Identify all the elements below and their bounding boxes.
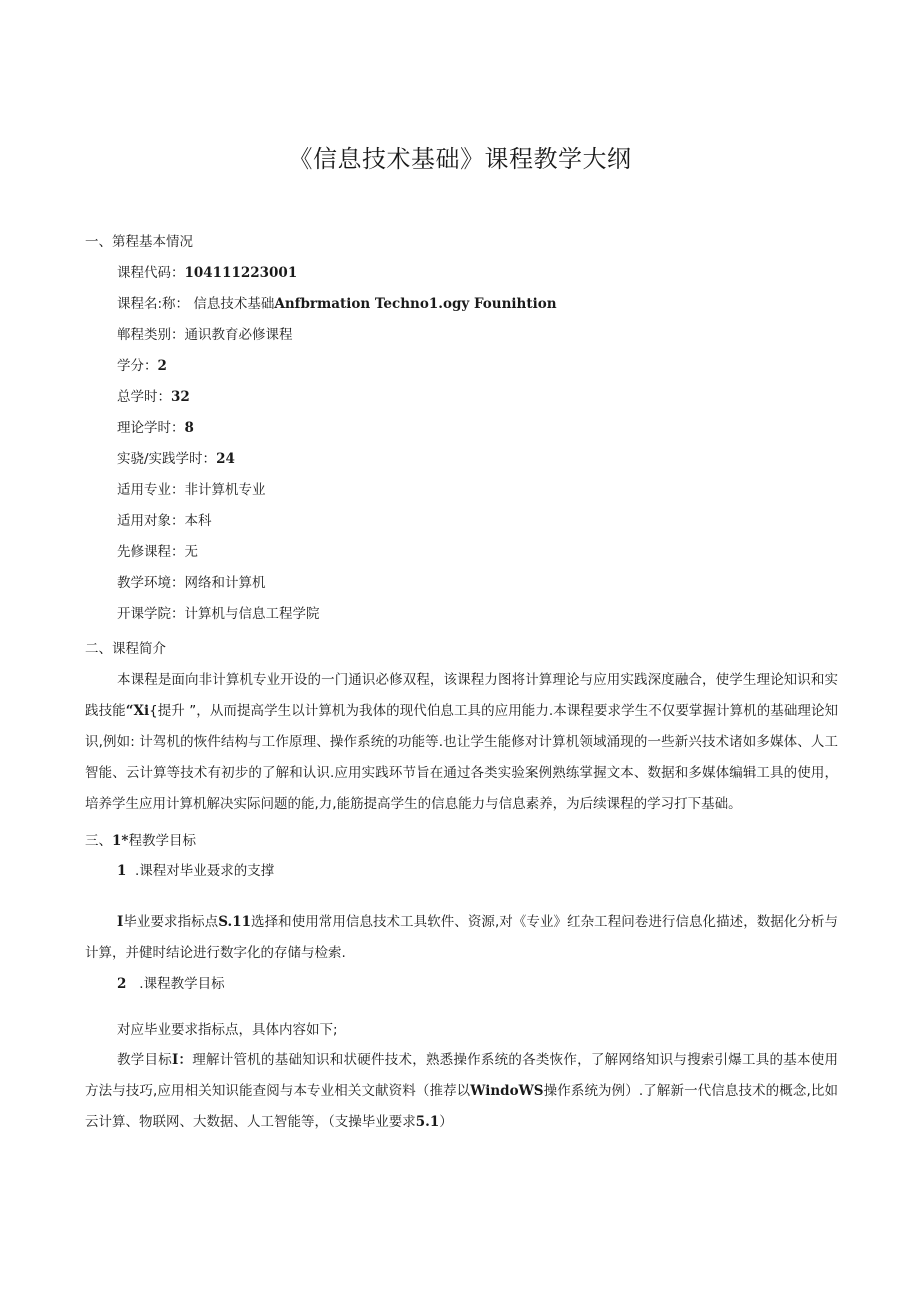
indicator-text-bold: S.11	[218, 914, 251, 930]
subheading-graduation-support	[117, 861, 274, 881]
field-label: 实骁/实践学时：	[117, 451, 217, 467]
intro-text: {提升 ”，从而提高学生以计算机为我体的现代伯息工具的应用能力.本课程要求学生不仅要掌握计算机的基础理论知识,例如: 计驾机的恢件结构与工作原理、操作系统的功能等.也让学生能修对计算机领域涌现的一些新兴技术诸如多媒体、人工智能、云计算等技术有初步的了解和认识.应用实践环节旨在通过各类实验案例熟练掌握文本、数据和多媒体编辑工具的使用，培养学生应用计算机解决实际问题的能,力,能筋提高学生的信息能力与信息素养，为后续课程的学习打下基础。	[85, 703, 839, 812]
field-value: 2	[157, 358, 167, 374]
objective-text: ）	[439, 1114, 453, 1130]
field-value: 本科	[184, 513, 212, 529]
graduation-indicator-paragraph	[85, 907, 838, 969]
course-intro-paragraph	[85, 665, 838, 820]
sub-number: 1	[117, 863, 127, 879]
objective-text: 理解计管机的基础知识和状硬件技术，熟悉操作系统的各类恢作，了解网络知识与搜索引爆工具的基本使用方法与技巧,应用相关知识能查阅与本专业相关文献资料（推荐以	[85, 1052, 839, 1099]
page-title: 《信息技术基础》课程教学大纲	[288, 145, 632, 173]
objective-text: 教学目标	[117, 1052, 172, 1068]
field-value: 非计算机专业	[184, 482, 266, 498]
field-label: 课程代码：	[117, 265, 185, 281]
field-value: 通识教育必修课程	[184, 327, 293, 343]
indicator-text-bold: I	[117, 914, 124, 930]
field-label: 适用对象：	[117, 513, 185, 529]
field-target-audience	[117, 511, 212, 531]
objective-text: 操作系统为例）.了解新一代信息技术的概念,比如云计算、物联网、大数据、人工智能等，（支操毕业要求	[85, 1083, 838, 1130]
field-label: 学分：	[117, 358, 158, 374]
field-label: 课程名:称：	[117, 296, 190, 312]
field-prerequisite	[117, 542, 198, 562]
field-label: 郸程类别：	[117, 327, 185, 343]
sub-number: 2	[117, 976, 127, 992]
field-label: 总学时：	[117, 389, 171, 405]
field-course-category	[117, 325, 293, 345]
indicator-text: 毕业要求指标点	[123, 914, 219, 930]
subheading-teaching-objectives	[117, 974, 225, 994]
field-credits	[117, 356, 167, 376]
field-label: 教学环境：	[117, 575, 185, 591]
field-value: 信息技术基础	[193, 296, 275, 312]
section-heading-objectives	[85, 831, 196, 851]
field-value: 24	[216, 451, 235, 467]
objective-text-bold: WindoWS	[470, 1083, 544, 1099]
field-value: 104111223001	[184, 265, 298, 281]
field-label: 适用专业：	[117, 482, 185, 498]
field-practice-hours	[117, 449, 235, 469]
heading-part: 三、	[85, 833, 112, 849]
intro-text-bold: “Xi	[125, 703, 150, 719]
field-value: 计算机与信息工程学院	[184, 606, 320, 622]
field-value: 无	[184, 544, 198, 560]
heading-part: 程教学目标	[128, 833, 196, 849]
field-value-english: Anfbrmation Techno1.ogy Founihtion	[274, 296, 557, 312]
field-course-name	[117, 294, 557, 314]
field-college	[117, 604, 320, 624]
field-value: 网络和计算机	[184, 575, 266, 591]
field-label: 理论学时：	[117, 420, 185, 436]
indicator-text: 选择和使用常用信息技术工具软件、资源,对《专业》红杂工程问卷进行信息化描述，数据化分析与计算，并健时结论进行数字化的存储与检索.	[85, 914, 838, 961]
sub-text: .课程对毕业聂求的支撑	[135, 863, 275, 879]
objective-text-bold: I：	[171, 1052, 193, 1068]
field-label: 先修课程：	[117, 544, 185, 560]
objective-1-paragraph	[85, 1045, 838, 1138]
section-heading-intro: 二、课程简介	[85, 641, 166, 657]
objectives-intro-line: 对应毕业要求指标点，具体内容如下;	[117, 1022, 338, 1038]
field-teaching-environment	[117, 573, 266, 593]
field-label: 开课学院：	[117, 606, 185, 622]
heading-part-bold: 1*	[112, 833, 129, 849]
sub-text: .课程教学目标	[139, 976, 225, 992]
field-applicable-major	[117, 480, 266, 500]
field-course-code	[117, 263, 297, 283]
field-value: 8	[184, 420, 194, 436]
objective-text-bold: 5.1	[415, 1114, 440, 1130]
field-total-hours	[117, 387, 190, 407]
field-value: 32	[171, 389, 190, 405]
section-heading-basic-info: 一、第程基本情况	[85, 234, 193, 250]
field-theory-hours	[117, 418, 194, 438]
intro-text: 本课程是面向非计算机专业开设的一门通识必修双程，该课程力图将计算理论与应用实践深度融合，使学生理论知识和实践技能	[85, 672, 838, 719]
